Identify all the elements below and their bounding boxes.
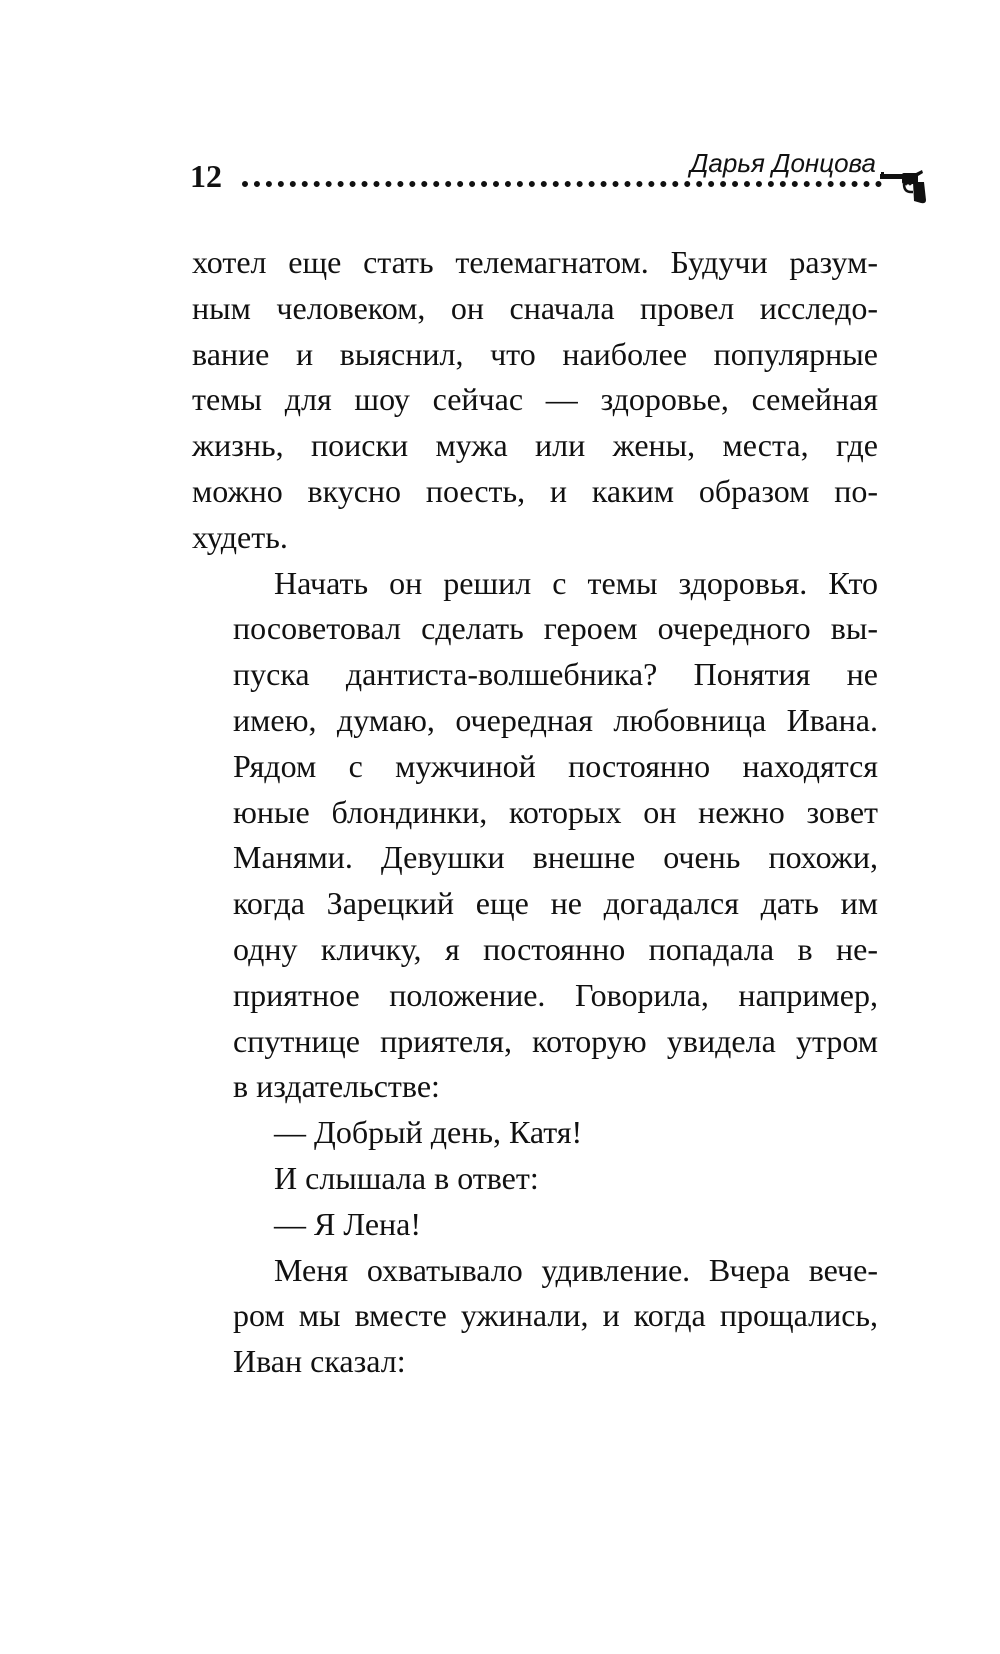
- text-line: ром мы вместе ужинали, и когда прощались,: [233, 1297, 878, 1334]
- text-line: — Добрый день, Катя!: [274, 1114, 583, 1151]
- paragraph: [192, 1202, 878, 1248]
- paragraph: [192, 1110, 878, 1156]
- text-line: одну кличку, я постоянно попадала в не-: [233, 930, 878, 967]
- text-line: когда Зарецкий еще не догадался дать им: [233, 885, 878, 922]
- dotted-rule: [242, 181, 882, 187]
- paragraph: [192, 240, 878, 561]
- text-line: спутнице приятеля, которую увидела утром: [233, 1022, 878, 1059]
- text-line: Иван сказал:: [233, 1343, 406, 1380]
- text-line: Начать он решил с темы здоровья. Кто: [274, 564, 878, 601]
- text-line: приятное положение. Говорила, например,: [233, 976, 878, 1013]
- text-line: Манями. Девушки внешне очень похожи,: [233, 839, 878, 876]
- text-line: ным человеком, он сначала провел исследо-: [192, 289, 878, 326]
- text-line: темы для шоу сейчас — здоровье, семейная: [192, 381, 878, 418]
- revolver-icon: [880, 170, 926, 204]
- text-line: можно вкусно поесть, и каким образом по-: [192, 472, 878, 509]
- text-line: худеть.: [192, 518, 288, 555]
- text-line: имею, думаю, очередная любовница Ивана.: [233, 701, 878, 738]
- text-line: Меня охватывало удивление. Вчера вече-: [274, 1251, 878, 1288]
- text-line: жизнь, поиски мужа или жены, места, где: [192, 427, 878, 464]
- text-line: вание и выяснил, что наиболее популярные: [192, 335, 878, 372]
- paragraph: [192, 561, 878, 1111]
- page-number: 12: [190, 158, 222, 194]
- paragraph: [192, 1248, 878, 1385]
- text-line: — Я Лена!: [274, 1205, 422, 1242]
- text-line: И слышала в ответ:: [274, 1159, 539, 1196]
- running-header: [190, 148, 920, 204]
- text-line: Рядом с мужчиной постоянно находятся: [233, 747, 878, 784]
- text-line: в издательстве:: [233, 1068, 440, 1105]
- text-line: пуска дантиста-волшебника? Понятия не: [233, 656, 878, 693]
- text-line: посоветовал сделать героем очередного вы-: [233, 610, 878, 647]
- paragraph: [192, 1156, 878, 1202]
- author-name: Дарья Донцова: [690, 148, 876, 178]
- body-text: [192, 240, 878, 1385]
- text-line: хотел еще стать телемагнатом. Будучи разум-: [192, 244, 878, 280]
- text-line: юные блондинки, которых он нежно зовет: [233, 793, 878, 830]
